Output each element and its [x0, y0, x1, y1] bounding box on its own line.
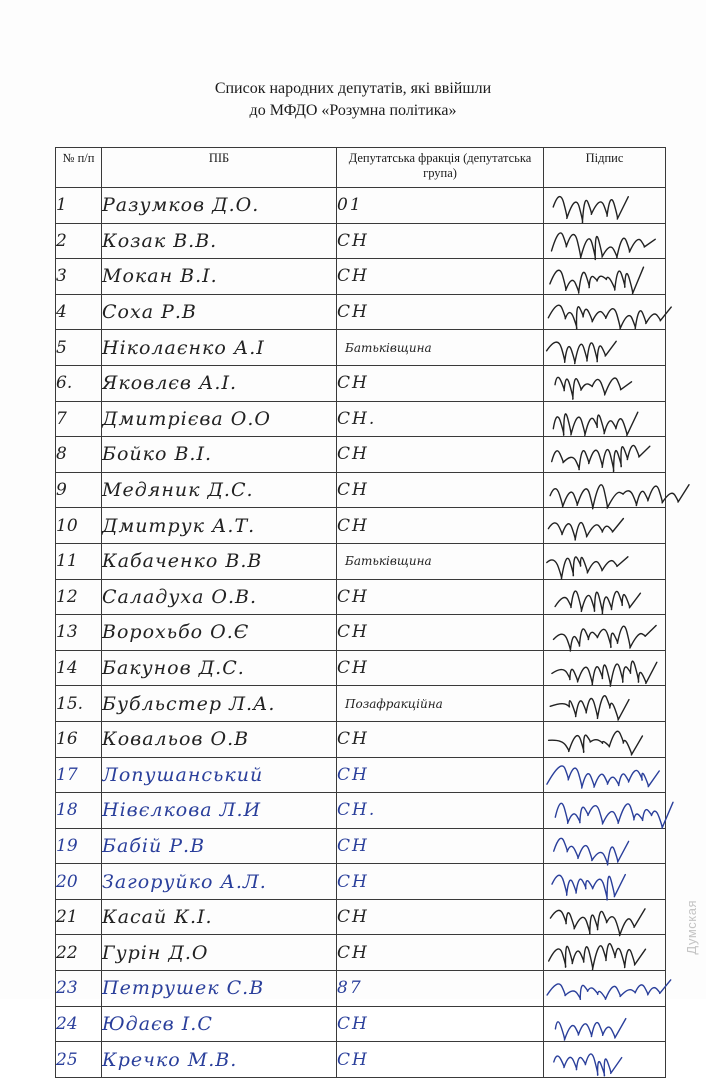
document-title: [0, 78, 706, 122]
deputy-name: Саладуха О.В.: [102, 579, 337, 615]
deputy-faction: СН: [337, 757, 544, 793]
deputy-name: Юдаєв І.С: [102, 1006, 337, 1042]
deputy-name: Гурін Д.О: [102, 935, 337, 971]
deputy-faction: СН: [337, 259, 544, 295]
header-faction: Депутатська фракція (депутатська група): [337, 148, 544, 188]
row-number: 16: [56, 721, 102, 757]
deputy-name: Кречко М.В.: [102, 1042, 337, 1078]
deputy-faction: СН: [337, 437, 544, 473]
row-number: 19: [56, 828, 102, 864]
deputy-faction: СН: [337, 899, 544, 935]
deputy-name: Мокан В.І.: [102, 259, 337, 295]
deputy-faction: СН: [337, 1042, 544, 1078]
deputy-faction: СН: [337, 508, 544, 544]
deputy-faction: СН.: [337, 793, 544, 829]
deputies-table: [55, 147, 666, 1078]
row-number: 7: [56, 401, 102, 437]
deputy-faction: СН: [337, 935, 544, 971]
row-number: 17: [56, 757, 102, 793]
watermark: Думская: [684, 900, 699, 955]
deputy-faction: СН: [337, 223, 544, 259]
deputy-faction: СН.: [337, 401, 544, 437]
deputy-name: Разумков Д.О.: [102, 188, 337, 224]
row-number: 3: [56, 259, 102, 295]
deputy-faction: СН: [337, 579, 544, 615]
deputy-name: Бабій Р.В: [102, 828, 337, 864]
row-number: 21: [56, 899, 102, 935]
row-number: 2: [56, 223, 102, 259]
deputy-name: Петрушек С.В: [102, 971, 337, 1007]
deputy-name: Нівєлкова Л.И: [102, 793, 337, 829]
row-number: 13: [56, 615, 102, 651]
row-number: 9: [56, 472, 102, 508]
row-number: 11: [56, 543, 102, 579]
header-name: ПІБ: [102, 148, 337, 188]
row-number: 20: [56, 864, 102, 900]
row-number: 10: [56, 508, 102, 544]
title-line-1: Список народних депутатів, які ввійшли: [214, 80, 492, 97]
deputy-faction: Батьківщина: [337, 543, 544, 579]
deputy-faction: Батьківщина: [337, 330, 544, 366]
row-number: 24: [56, 1006, 102, 1042]
deputy-faction: СН: [337, 294, 544, 330]
title-line-2: до МФДО «Розумна політика»: [249, 102, 457, 119]
row-number: 5: [56, 330, 102, 366]
deputy-faction: 87: [337, 971, 544, 1007]
header-num: № п/п: [56, 148, 102, 188]
row-number: 6.: [56, 365, 102, 401]
deputy-name: Дмитрієва О.О: [102, 401, 337, 437]
deputy-name: Козак В.В.: [102, 223, 337, 259]
deputy-name: Загоруйко А.Л.: [102, 864, 337, 900]
deputy-name: Ніколаєнко А.І: [102, 330, 337, 366]
row-number: 18: [56, 793, 102, 829]
row-number: 23: [56, 971, 102, 1007]
deputy-name: Яковлєв А.І.: [102, 365, 337, 401]
deputy-name: Медяник Д.С.: [102, 472, 337, 508]
deputy-name: Бакунов Д.С.: [102, 650, 337, 686]
row-number: 12: [56, 579, 102, 615]
deputy-name: Ворохьбо О.Є: [102, 615, 337, 651]
row-number: 15.: [56, 686, 102, 722]
row-number: 22: [56, 935, 102, 971]
deputy-name: Бубльстер Л.А.: [102, 686, 337, 722]
deputy-name: Бойко В.І.: [102, 437, 337, 473]
row-number: 14: [56, 650, 102, 686]
deputy-faction: СН: [337, 1006, 544, 1042]
row-number: 8: [56, 437, 102, 473]
deputy-name: Касай К.І.: [102, 899, 337, 935]
deputy-name: Кабаченко В.В: [102, 543, 337, 579]
deputy-faction: СН: [337, 650, 544, 686]
deputy-name: Ковальов О.В: [102, 721, 337, 757]
table-row: [56, 1042, 666, 1078]
deputy-faction: СН: [337, 864, 544, 900]
signature-cell: [544, 1042, 666, 1078]
deputy-faction: СН: [337, 828, 544, 864]
deputy-name: Лопушанський: [102, 757, 337, 793]
header-signature: Підпис: [544, 148, 666, 188]
row-number: 1: [56, 188, 102, 224]
row-number: 25: [56, 1042, 102, 1078]
deputy-name: Соха Р.В: [102, 294, 337, 330]
deputy-faction: СН: [337, 721, 544, 757]
deputy-faction: СН: [337, 615, 544, 651]
deputy-faction: Позафракційна: [337, 686, 544, 722]
row-number: 4: [56, 294, 102, 330]
deputy-faction: СН: [337, 365, 544, 401]
signature-scribble: [524, 1036, 674, 1082]
table-body: [56, 188, 666, 1078]
deputy-name: Дмитрук А.Т.: [102, 508, 337, 544]
deputy-faction: СН: [337, 472, 544, 508]
deputy-faction: 01: [337, 188, 544, 224]
